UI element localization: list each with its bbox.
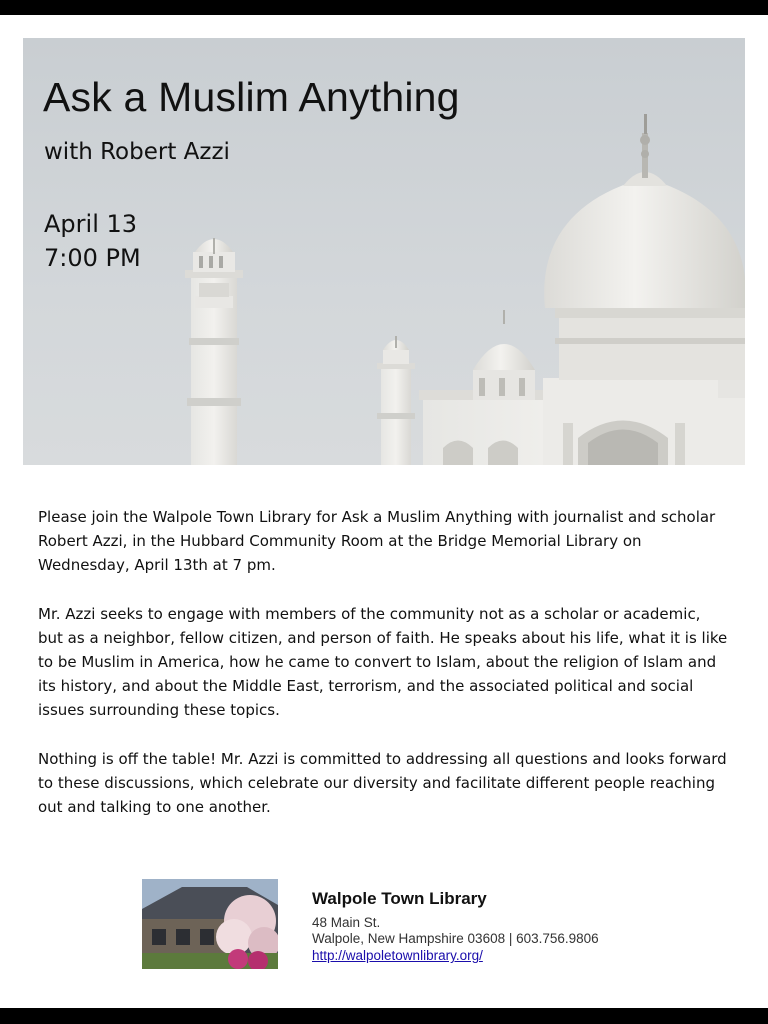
event-datetime [44,207,141,275]
description-paragraph-2: Mr. Azzi seeks to engage with members of the community not as a scholar or academic, but as a neighbor, fellow citizen, and person of faith. He speaks about his life, what it is like to be Muslim in America, how he came to convert to Islam, about the religion of Islam and its history, and about the Middle East, terrorism, and the associated political and social issues surrounding these topics. [38,605,728,719]
event-subtitle: with Robert Azzi [44,139,230,165]
middle-minaret [377,336,415,465]
event-date: April 13 [44,210,138,238]
library-photo [142,879,278,969]
main-dome [544,114,745,380]
library-address: 48 Main St. [312,915,381,930]
event-title: Ask a Muslim Anything [43,74,460,120]
event-description [38,505,728,844]
library-name: Walpole Town Library [312,889,487,908]
flyer-page [0,15,768,1008]
hero-banner [23,38,745,465]
description-paragraph-1: Please join the Walpole Town Library for Ask a Muslim Anything with journalist and scholar Robert Azzi, in the Hubbard Community Room at the Bridge Memorial Library on Wednesday, April 13th at 7 pm. [38,508,716,574]
library-website-link[interactable]: http://walpoletownlibrary.org/ [312,948,483,963]
description-paragraph-3: Nothing is off the table! Mr. Azzi is committed to addressing all questions and looks forward to these discussions, which celebrate our diversity and facilitate different people reaching out and talking to one another. [38,750,727,816]
library-contact [312,889,599,965]
side-dome [473,310,535,400]
library-city-phone: Walpole, New Hampshire 03608 | 603.756.9806 [312,931,599,946]
left-minaret [185,238,243,465]
event-time: 7:00 PM [44,244,141,272]
main-building [419,378,745,465]
